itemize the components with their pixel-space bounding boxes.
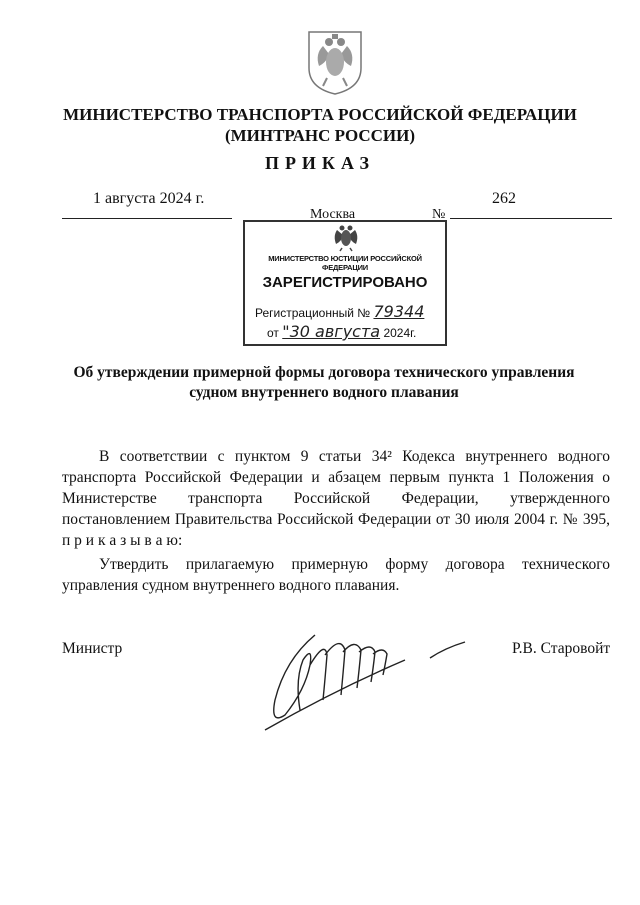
stamp-eagle-icon [331,222,361,252]
document-type: ПРИКАЗ [264,153,376,173]
signatory-position: Министр [62,640,123,657]
signatory-name: Р.В. Старовойт [512,640,611,657]
order-date: 1 августа 2024 г. [93,190,205,207]
document-subject: Об утверждении примерной формы договора технического управления судном внутреннего водного плавания [73,364,575,401]
stamp-organization: МИНИСТЕРСТВО ЮСТИЦИИ РОССИЙСКОЙ ФЕДЕРАЦИИ [268,254,422,272]
stamp-registered: ЗАРЕГИСТРИРОВАНО [262,274,428,291]
body-paragraph-1: В соответствии с пунктом 9 статьи 34² Кодекса внутреннего водного транспорта Российской Федерации и абзацем первым пункта 1 Положения о Министерстве транспорта Российской Федерации, утвержденного постановлением Правительства Российской Федерации от 30 июля 2004 г. № 395, п р и к а з ы в а ю: [62,448,610,549]
ministry-name: МИНИСТЕРСТВО ТРАНСПОРТА РОССИЙСКОЙ ФЕДЕРАЦИИ [63,105,577,124]
number-underline [450,218,612,219]
stamp-reg-number: 79344 [373,302,425,321]
stamp-from-label: от [267,326,279,340]
stamp-reg-year: 2024г. [383,326,417,340]
body-paragraph-2: Утвердить прилагаемую примерную форму договора технического управления судном внутреннего водного плавания. [62,556,610,594]
city: Москва [310,207,356,222]
stamp-reg-label: Регистрационный № [255,306,371,320]
coat-of-arms-emblem [305,28,365,96]
stamp-reg-date-line [267,322,416,341]
stamp-reg-number-line [255,302,424,321]
number-sign: № [432,207,446,222]
stamp-reg-date: "30 августа [282,322,381,341]
order-number: 262 [492,190,516,207]
handwritten-signature [255,620,485,735]
date-underline [62,218,232,219]
registration-stamp [243,220,447,346]
ministry-short-name: (МИНТРАНС РОССИИ) [224,126,416,145]
ministry-heading [40,104,600,146]
